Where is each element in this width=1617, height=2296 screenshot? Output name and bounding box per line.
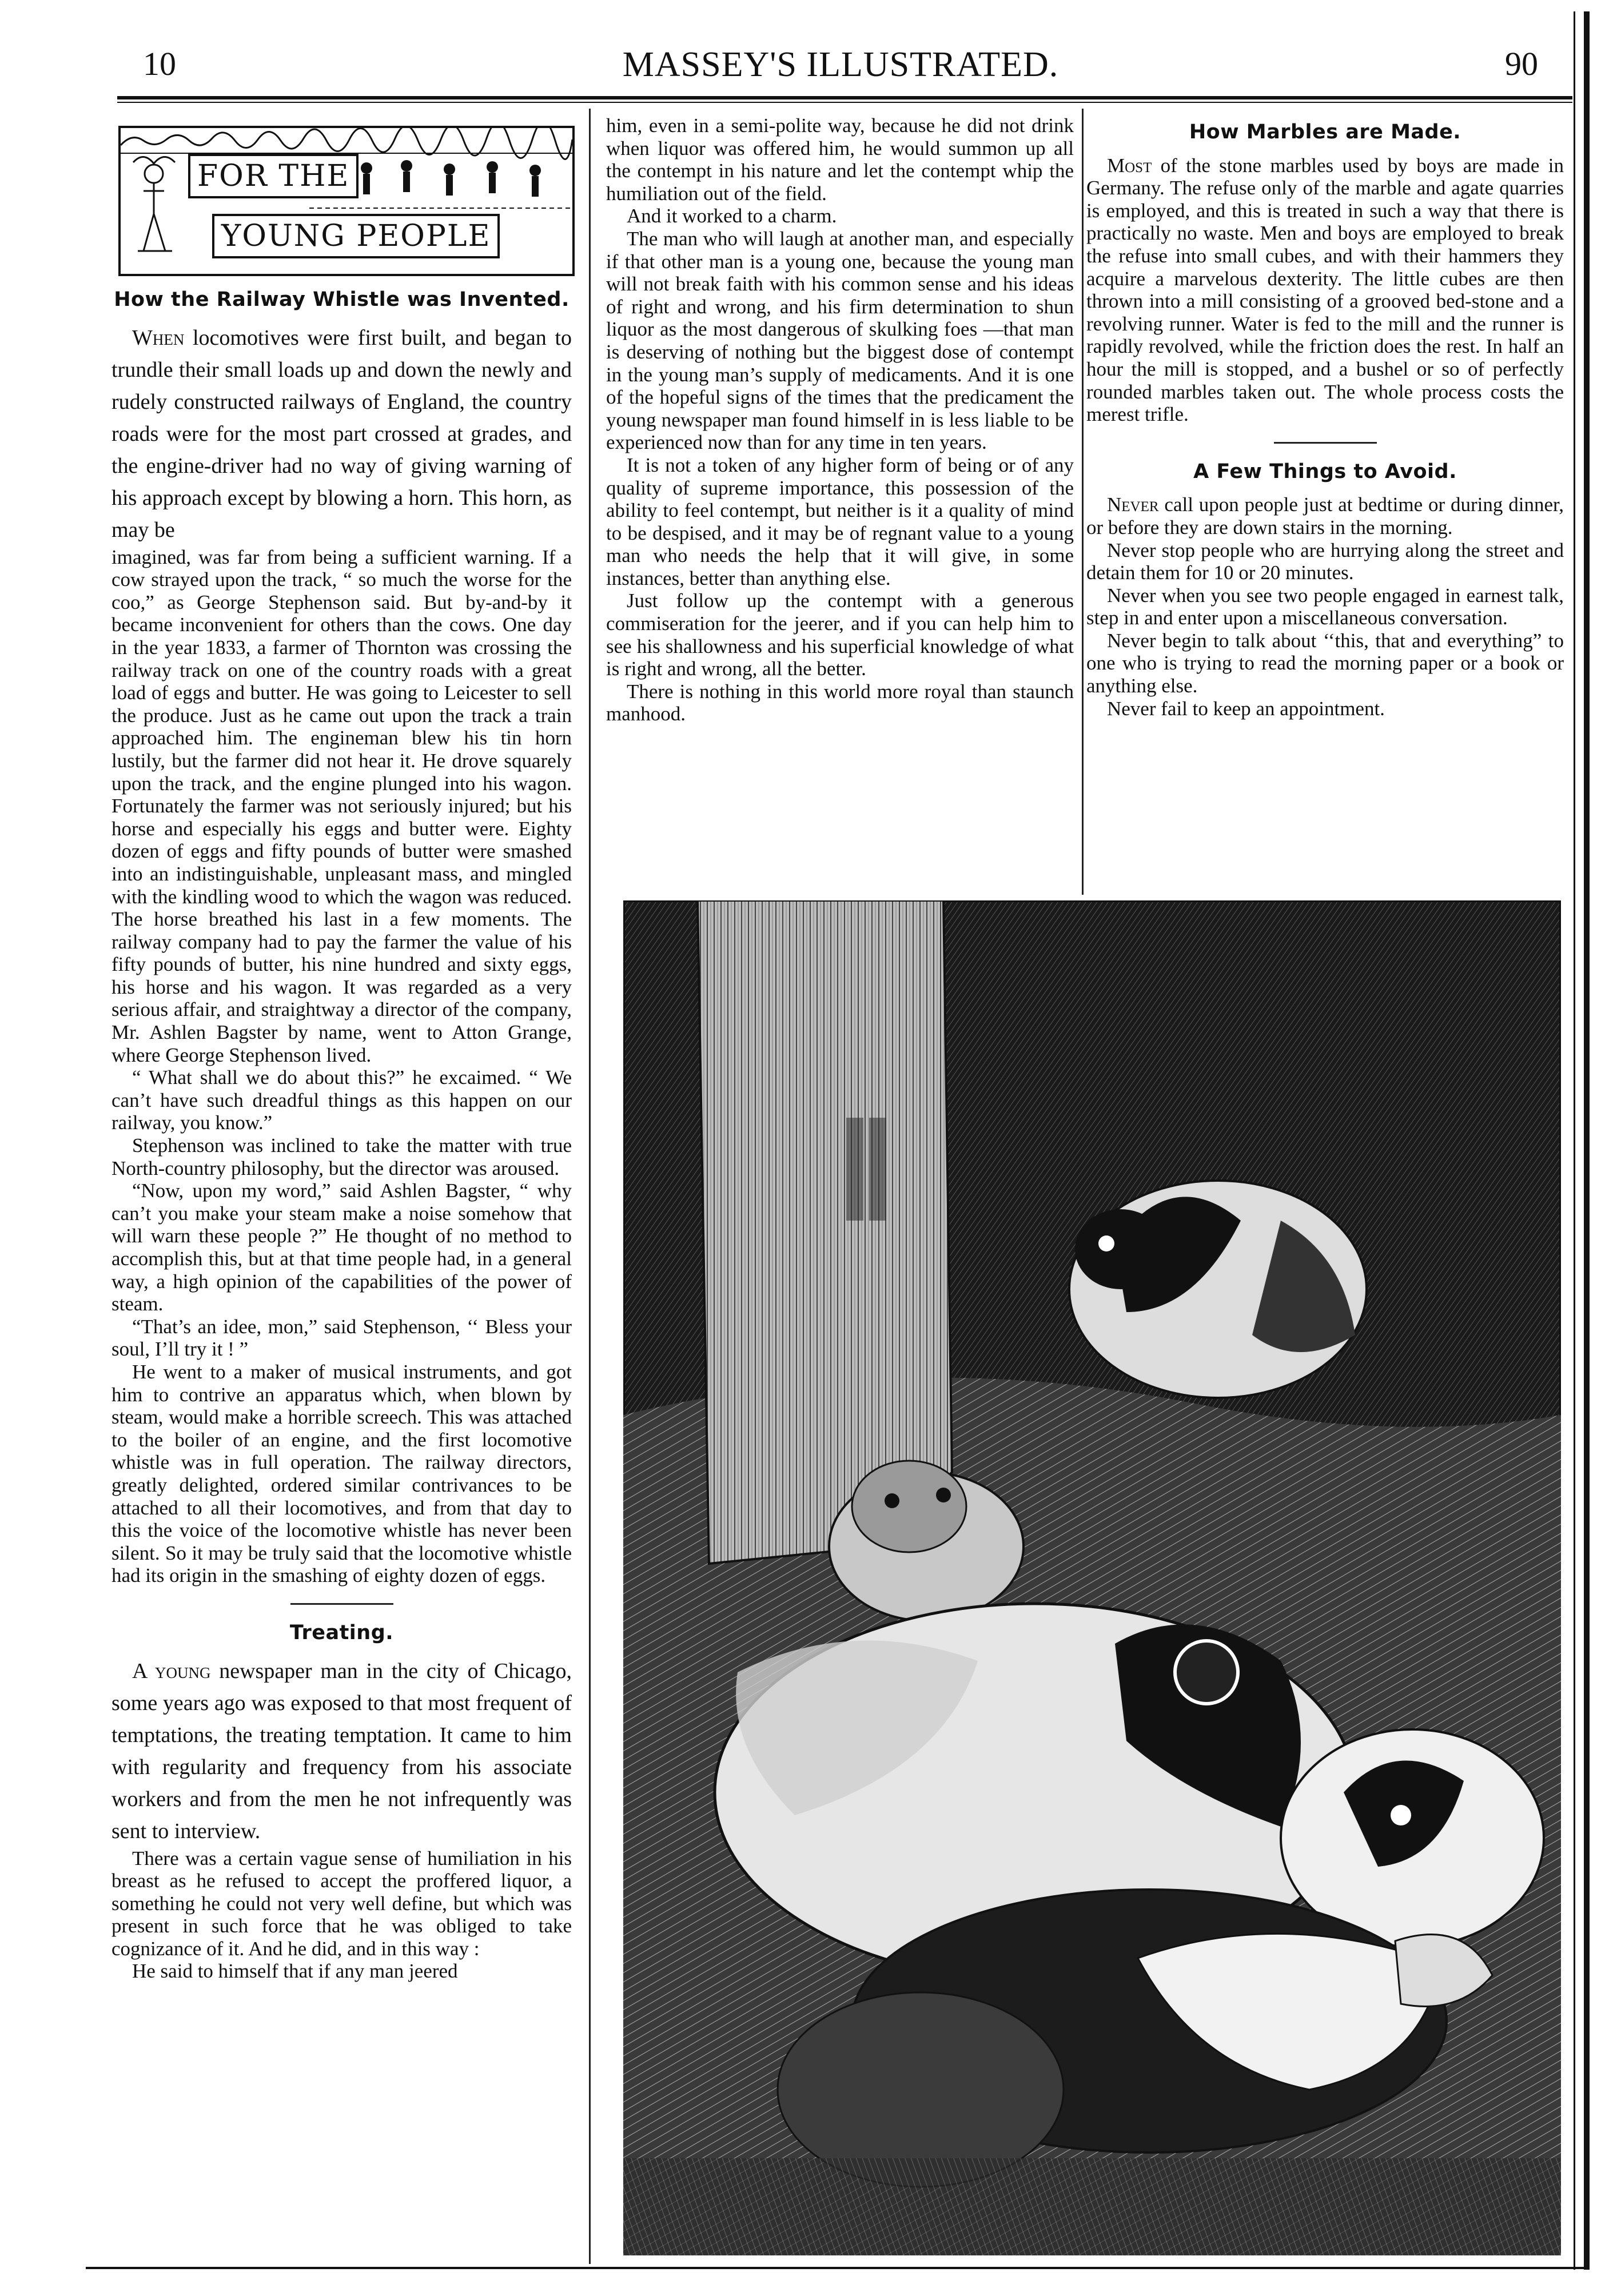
foreground-straw: [623, 2158, 1561, 2255]
header-rule: [117, 96, 1572, 99]
railway-paragraph-6: He went to a maker of musical instruments, and got him to contrive an apparatus which, when blown by steam, would make a horrible screech. This was attached to the boiler of an engine, and the first locomotive whistle was in full operation. The railway directors, greatly delighted, ordered similar contrivances to be attached to all their locomotives, and from that day to this the voice of the locomotive whistle has never been silent. So it may be truly said that the locomotive whistle had its origin in the smashing of eighty dozen of eggs.: [111, 1360, 572, 1587]
column-2: [606, 114, 1074, 726]
railway-paragraph-4: “Now, upon my word,” said Ashlen Bagster, “ why can’t you make your steam make a noise somehow that will warn these people ?” He thought of no method to accomplish this, but at that time people had, in a general way, a high opinion of the capabilities of the power of steam.: [111, 1179, 572, 1316]
column-divider-1: [589, 109, 591, 2264]
banner-word-for-the: FOR THE: [188, 154, 359, 198]
marbles-paragraph-1-text: of the stone marbles used by boys are made in Germany. The refuse only of the marble and agate quarries is employed, and this is treated in such a way that there is practically no waste. Men and boys are employed to break the refuse into small cubes, and with their hammers they acquire a marvelous dexterity. The little cubes are then thrown into a mill consisting of a grooved bed-stone and a revolving runner. Water is fed to the mill and the runner is rapidly revolved, while the friction does the rest. In half an hour the mill is stopped, and a bushel or so of perfectly rounded marbles taken out. The whole process costs the merest trifle.: [1086, 154, 1564, 426]
treating-continued-4: It is not a token of any higher form of being or of any quality of supreme importance, this possession of the ability to feel contempt, but neither is it a quality of mind to be despised, and it may be of regnant value to a young man who needs the help that it will give, in some instances, better than anything else.: [606, 453, 1074, 589]
page-number-left: 10: [143, 45, 176, 82]
masthead-title: MASSEY'S ILLUSTRATED.: [622, 45, 1059, 84]
railway-heading: How the Railway Whistle was Invented.: [114, 288, 569, 311]
page-header: [143, 45, 1538, 90]
column-1: [111, 114, 572, 1983]
railway-paragraph-2: “ What shall we do about this?” he excaimed. “ We can’t have such dreadful things as this happen on our railway, you know.”: [111, 1066, 572, 1134]
page-number-right: 90: [1505, 45, 1538, 82]
page-border-right: [1584, 11, 1590, 2270]
avoid-heading: A Few Things to Avoid.: [1193, 460, 1457, 483]
avoid-paragraph-4: Never begin to talk about ‘‘this, that and everything” to one who is trying to read the morning paper or a book or anything else.: [1086, 629, 1564, 697]
section-separator: [1274, 442, 1377, 444]
girl-figure: [133, 157, 175, 251]
railway-paragraph-1: [111, 322, 572, 546]
section-separator: [290, 1603, 393, 1605]
treating-heading: Treating.: [289, 1621, 394, 1644]
avoid-paragraph-1: [1086, 493, 1564, 539]
avoid-dropcap: Never: [1107, 493, 1159, 516]
railway-paragraph-1-tail: imagined, was far from being a sufficient warning. If a cow strayed upon the track, “ so much the worse for the coo,” as George Stephenson said. But by-and-by it became inconvenient for others than the cows. One day in the year 1833, a farmer of Thornton was crossing the railway track on one of the country roads with a great load of eggs and butter. He was going to Leicester to sell the produce. Just as he came out upon the track a train approached him. The engineman blew his tin horn lustily, but the farmer did not hear it. He drove squarely upon the track, and the engine plunged into his wagon. Fortunately the farmer was not seriously injured; but his horse and especially his eggs and butter were. Eighty dozen of eggs and fifty pounds of butter were smashed into an indistinguishable, unpleasant mass, and mingled with the kindling wood to which the wagon was reduced. The horse breathed his last in a few moments. The railway company had to pay the farmer the value of his fifty pounds of butter, his nine hundred and sixty eggs, his horse and his wagon. It was regarded as a very serious affair, and straightway a director of the company, Mr. Ashlen Bagster by name, went to Atton Grange, where George Stephenson lived.: [111, 545, 572, 1066]
railway-dropcap: When: [132, 325, 185, 350]
railway-paragraph-3: Stephenson was inclined to take the matter with true North-country philosophy, but the director was aroused.: [111, 1134, 572, 1179]
railway-paragraph-1-text: locomotives were first built, and began to trundle their small loads up and down the newly and rudely constructed railways of England, the country roads were for the most part crossed at grades, and the engine-driver had no way of giving warning of his approach except by blowing a horn. This horn, as may be: [111, 325, 572, 542]
running-children: [361, 160, 541, 197]
treating-paragraph-3: He said to himself that if any man jeered: [132, 1960, 458, 1983]
avoid-paragraph-3: Never when you see two people engaged in earnest talk, step in and enter upon a miscellaneous conversation.: [1086, 584, 1564, 629]
banner-word-young-people: YOUNG PEOPLE: [212, 214, 500, 258]
avoid-paragraph-2: Never stop people who are hurrying along the street and detain them for 10 or 20 minutes.: [1086, 539, 1564, 584]
treating-continued-1: him, even in a semi-polite way, because he did not drink when liquor was offered him, he would summon up all the contempt in his nature and let the contempt whip the humiliation out of the field.: [606, 114, 1074, 205]
avoid-paragraph-5: Never fail to keep an appointment.: [1107, 697, 1385, 720]
header-rule-thin: [117, 102, 1572, 103]
treating-continued-3: The man who will laugh at another man, and especially if that other man is a young one, because the young man will not break faith with his common sense and his ideas of right and wrong, and his firm determination to shun liquor as the most dangerous of skulking foes —that man is deserving of nothing but the biggest dose of contempt in the young man’s supply of medicaments. And it is one of the hopeful signs of the times that the predicament the young newspaper man found himself in is less liable to be experienced now than for any time in ten years.: [606, 227, 1074, 454]
treating-paragraph-1: [111, 1655, 572, 1847]
marbles-paragraph-1: [1086, 154, 1564, 426]
treating-paragraph-2: There was a certain vague sense of humiliation in his breast as he refused to accept the proffered liquor, a something he could not very well define, but which was present in such force that he was obliged to take cognizance of it. And he did, and in this way :: [111, 1847, 572, 1960]
page-border-bottom: [86, 2267, 1584, 2269]
column-divider-2: [1082, 109, 1084, 895]
young-people-banner: [118, 126, 575, 276]
avoid-paragraph-1-text: call upon people just at bedtime or during dinner, or before they are down stairs in the morning.: [1086, 493, 1564, 539]
treating-paragraph-1-text: newspaper man in the city of Chicago, some years ago was exposed to that most frequent of temptations, the treating temptation. It came to him with regularity and frequency from his associate workers and from the men he not infrequently was sent to interview.: [111, 1659, 572, 1843]
engraving-drawing: [623, 900, 1561, 2255]
marbles-heading: How Marbles are Made.: [1189, 121, 1461, 144]
treating-continued-5: Just follow up the contempt with a generous commiseration for the jeerer, and if you can help him to see his shallowness and his superficial knowledge of what is right and wrong, all the better.: [606, 589, 1074, 680]
page-border-inner: [1574, 11, 1575, 2270]
guinea-pig-top: [1069, 1181, 1367, 1398]
railway-paragraph-5: “That’s an idee, mon,” said Stephenson, ‘‘ Bless your soul, I’ll try it ! ”: [111, 1315, 572, 1361]
column-3: [1086, 114, 1564, 720]
guinea-pigs-engraving: [623, 900, 1561, 2255]
marbles-dropcap: Most: [1107, 154, 1152, 177]
treating-dropcap: A young: [132, 1659, 211, 1683]
treating-continued-6: There is nothing in this world more royal than staunch manhood.: [606, 680, 1074, 726]
treating-continued-2: And it worked to a charm.: [627, 205, 837, 228]
